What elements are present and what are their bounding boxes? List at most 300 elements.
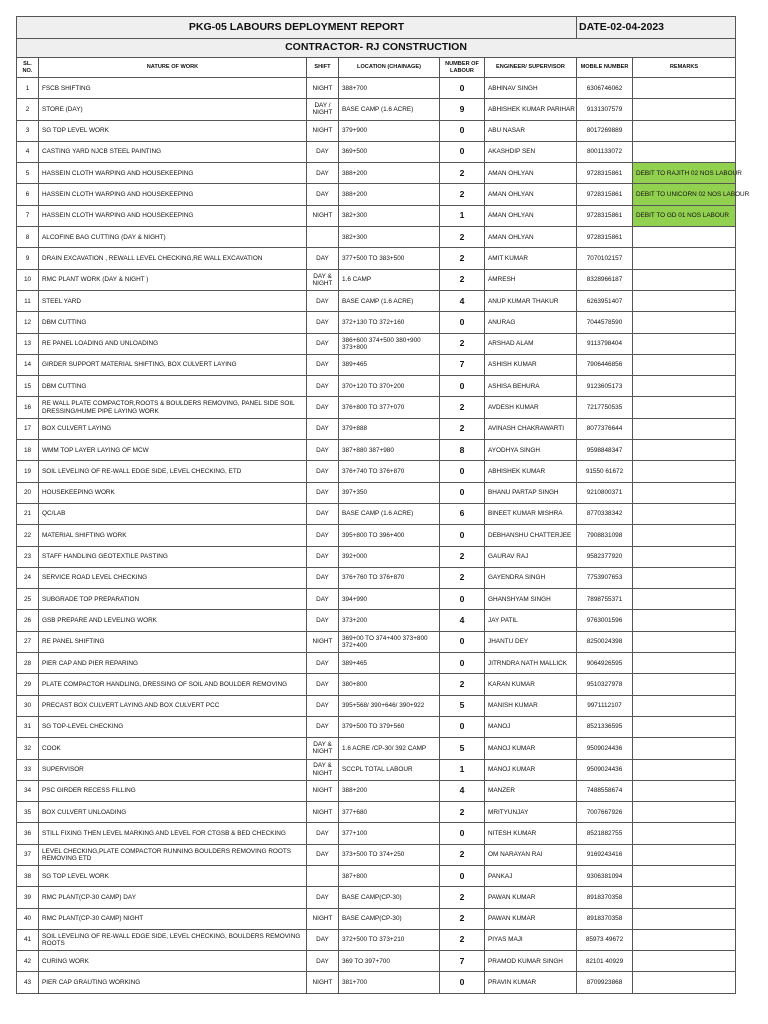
sl-no-cell: 38 [17, 865, 39, 886]
remarks-cell [633, 141, 736, 162]
title-row [17, 17, 736, 39]
labour-count-cell: 5 [440, 695, 485, 716]
location-cell: 386+600 374+500 380+900 373+800 [339, 333, 440, 354]
nature-of-work-cell: PRECAST BOX CULVERT LAYING AND BOX CULVERT PCC [39, 695, 307, 716]
nature-of-work-cell: CURING WORK [39, 951, 307, 972]
report-date: DATE-02-04-2023 [577, 17, 736, 39]
header-location: LOCATION (CHAINAGE) [339, 58, 440, 78]
remarks-cell: DEBIT TO UNICORN 02 NOS LABOUR [633, 184, 736, 205]
labour-count-cell: 4 [440, 780, 485, 801]
shift-cell [307, 227, 339, 248]
shift-cell: DAY [307, 397, 339, 418]
shift-cell: DAY [307, 461, 339, 482]
engineer-cell: ANURAG [485, 312, 577, 333]
nature-of-work-cell: ALCOFINE BAG CUTTING (DAY & NIGHT) [39, 227, 307, 248]
engineer-cell: GAYENDRA SINGH [485, 567, 577, 588]
mobile-number-cell: 9064926595 [577, 653, 633, 674]
sl-no-cell: 6 [17, 184, 39, 205]
labour-report-sheet [16, 16, 750, 994]
table-row [17, 631, 736, 652]
engineer-cell: ABHISHEK KUMAR PARIHAR [485, 99, 577, 120]
labour-count-cell: 0 [440, 823, 485, 844]
shift-cell: DAY [307, 163, 339, 184]
sl-no-cell: 20 [17, 482, 39, 503]
table-row [17, 163, 736, 184]
shift-cell: DAY [307, 418, 339, 439]
location-cell: BASE CAMP (1.6 ACRE) [339, 503, 440, 524]
mobile-number-cell: 8017269889 [577, 120, 633, 141]
table-row [17, 376, 736, 397]
mobile-number-cell: 9509024436 [577, 738, 633, 759]
nature-of-work-cell: SUBGRADE TOP PREPARATION [39, 589, 307, 610]
labour-count-cell: 0 [440, 865, 485, 886]
remarks-cell [633, 99, 736, 120]
nature-of-work-cell: STORE (DAY) [39, 99, 307, 120]
table-row [17, 887, 736, 908]
location-cell: 388+200 [339, 184, 440, 205]
engineer-cell: BHANU PARTAP SINGH [485, 482, 577, 503]
shift-cell: DAY [307, 887, 339, 908]
engineer-cell: GAURAV RAJ [485, 546, 577, 567]
table-row [17, 823, 736, 844]
remarks-cell [633, 865, 736, 886]
table-row [17, 141, 736, 162]
table-row [17, 248, 736, 269]
header-nature-of-work: NATURE OF WORK [39, 58, 307, 78]
mobile-number-cell: 9306381094 [577, 865, 633, 886]
engineer-cell: JHANTU DEY [485, 631, 577, 652]
engineer-cell: JITRNDRA NATH MALLICK [485, 653, 577, 674]
table-row [17, 844, 736, 865]
engineer-cell: MANOJ [485, 716, 577, 737]
sl-no-cell: 15 [17, 376, 39, 397]
table-row [17, 184, 736, 205]
remarks-cell [633, 227, 736, 248]
shift-cell: DAY [307, 354, 339, 375]
engineer-cell: AMIT KUMAR [485, 248, 577, 269]
location-cell: BASE CAMP(CP-30) [339, 887, 440, 908]
nature-of-work-cell: FSCB SHIFTING [39, 78, 307, 99]
header-sl-no: SL. NO. [17, 58, 39, 78]
sl-no-cell: 26 [17, 610, 39, 631]
shift-cell: DAY [307, 589, 339, 610]
remarks-cell [633, 525, 736, 546]
remarks-cell [633, 461, 736, 482]
engineer-cell: ARSHAD ALAM [485, 333, 577, 354]
remarks-cell [633, 738, 736, 759]
contractor-row [17, 39, 736, 58]
shift-cell: NIGHT [307, 205, 339, 226]
table-row [17, 951, 736, 972]
table-row [17, 525, 736, 546]
location-cell: 388+700 [339, 78, 440, 99]
sl-no-cell: 8 [17, 227, 39, 248]
labour-count-cell: 2 [440, 184, 485, 205]
location-cell: 373+200 [339, 610, 440, 631]
remarks-cell [633, 802, 736, 823]
mobile-number-cell: 9510327978 [577, 674, 633, 695]
sl-no-cell: 33 [17, 759, 39, 780]
table-row [17, 802, 736, 823]
mobile-number-cell: 9113798404 [577, 333, 633, 354]
sl-no-cell: 32 [17, 738, 39, 759]
nature-of-work-cell: LEVEL CHECKING,PLATE COMPACTOR RUNNING BOULDERS REMOVING ROOTS REMOVING ETD [39, 844, 307, 865]
labour-count-cell: 0 [440, 716, 485, 737]
engineer-cell: PRAMOD KUMAR SINGH [485, 951, 577, 972]
table-row [17, 674, 736, 695]
engineer-cell: AMAN OHLYAN [485, 184, 577, 205]
shift-cell: DAY [307, 823, 339, 844]
labour-count-cell: 2 [440, 397, 485, 418]
labour-count-cell: 9 [440, 99, 485, 120]
engineer-cell: KARAN KUMAR [485, 674, 577, 695]
location-cell: 372+500 TO 373+210 [339, 929, 440, 950]
mobile-number-cell: 9210800371 [577, 482, 633, 503]
labour-count-cell: 2 [440, 418, 485, 439]
mobile-number-cell: 7007667926 [577, 802, 633, 823]
labour-count-cell: 0 [440, 631, 485, 652]
mobile-number-cell: 8521336595 [577, 716, 633, 737]
location-cell: 1.6 CAMP [339, 269, 440, 290]
sl-no-cell: 13 [17, 333, 39, 354]
mobile-number-cell: 7908831098 [577, 525, 633, 546]
table-row [17, 397, 736, 418]
sl-no-cell: 5 [17, 163, 39, 184]
engineer-cell: AMAN OHLYAN [485, 205, 577, 226]
table-row [17, 716, 736, 737]
header-mobile: MOBILE NUMBER [577, 58, 633, 78]
shift-cell: DAY [307, 695, 339, 716]
sl-no-cell: 22 [17, 525, 39, 546]
labour-count-cell: 0 [440, 461, 485, 482]
nature-of-work-cell: RE PANEL LOADING AND UNLOADING [39, 333, 307, 354]
table-row [17, 78, 736, 99]
labour-count-cell: 2 [440, 844, 485, 865]
mobile-number-cell: 9763001596 [577, 610, 633, 631]
engineer-cell: ABHINAV SINGH [485, 78, 577, 99]
sl-no-cell: 43 [17, 972, 39, 993]
header-remarks: REMARKS [633, 58, 736, 78]
header-number-of-labour: NUMBER OF LABOUR [440, 58, 485, 78]
location-cell: 389+465 [339, 354, 440, 375]
nature-of-work-cell: SG TOP LEVEL WORK [39, 865, 307, 886]
remarks-cell [633, 503, 736, 524]
engineer-cell: PANKAJ [485, 865, 577, 886]
shift-cell: DAY [307, 929, 339, 950]
mobile-number-cell: 9598848347 [577, 440, 633, 461]
location-cell: 381+700 [339, 972, 440, 993]
mobile-number-cell: 8918370358 [577, 887, 633, 908]
location-cell: 379+888 [339, 418, 440, 439]
shift-cell: DAY [307, 567, 339, 588]
remarks-cell: DEBIT TO RAJITH 02 NOS LABOUR [633, 163, 736, 184]
mobile-number-cell: 6306746062 [577, 78, 633, 99]
sl-no-cell: 30 [17, 695, 39, 716]
labour-count-cell: 0 [440, 376, 485, 397]
table-row [17, 503, 736, 524]
nature-of-work-cell: RMC PLANT(CP-30 CAMP) NIGHT [39, 908, 307, 929]
shift-cell: NIGHT [307, 972, 339, 993]
table-row [17, 312, 736, 333]
table-row [17, 120, 736, 141]
mobile-number-cell: 9728315861 [577, 184, 633, 205]
table-row [17, 738, 736, 759]
engineer-cell: BINEET KUMAR MISHRA [485, 503, 577, 524]
sl-no-cell: 28 [17, 653, 39, 674]
sl-no-cell: 24 [17, 567, 39, 588]
sl-no-cell: 36 [17, 823, 39, 844]
location-cell: 382+300 [339, 205, 440, 226]
sl-no-cell: 18 [17, 440, 39, 461]
sl-no-cell: 3 [17, 120, 39, 141]
nature-of-work-cell: SG TOP LEVEL WORK [39, 120, 307, 141]
remarks-cell [633, 631, 736, 652]
remarks-cell [633, 418, 736, 439]
location-cell: 379+500 TO 379+560 [339, 716, 440, 737]
location-cell: SCCPL TOTAL LABOUR [339, 759, 440, 780]
location-cell: 388+200 [339, 163, 440, 184]
labour-count-cell: 2 [440, 269, 485, 290]
shift-cell: DAY [307, 184, 339, 205]
shift-cell: NIGHT [307, 631, 339, 652]
labour-count-cell: 0 [440, 312, 485, 333]
location-cell: 389+465 [339, 653, 440, 674]
remarks-cell [633, 248, 736, 269]
mobile-number-cell: 7906446856 [577, 354, 633, 375]
engineer-cell: JAY PATIL [485, 610, 577, 631]
nature-of-work-cell: BOX CULVERT LAYING [39, 418, 307, 439]
table-row [17, 865, 736, 886]
header-shift: SHIFT [307, 58, 339, 78]
labour-count-cell: 2 [440, 802, 485, 823]
labour-count-cell: 5 [440, 738, 485, 759]
mobile-number-cell: 8250024398 [577, 631, 633, 652]
labour-count-cell: 0 [440, 525, 485, 546]
nature-of-work-cell: GIRDER SUPPORT MATERIAL SHIFTING, BOX CULVERT LAYING [39, 354, 307, 375]
location-cell: 1.6 ACRE /CP-30/ 392 CAMP [339, 738, 440, 759]
shift-cell: DAY [307, 248, 339, 269]
mobile-number-cell: 7070102157 [577, 248, 633, 269]
shift-cell: DAY [307, 653, 339, 674]
engineer-cell: NITESH KUMAR [485, 823, 577, 844]
nature-of-work-cell: RE PANEL SHIFTING [39, 631, 307, 652]
sl-no-cell: 39 [17, 887, 39, 908]
mobile-number-cell: 8001133072 [577, 141, 633, 162]
location-cell: 369+00 TO 374+400 373+800 372+400 [339, 631, 440, 652]
shift-cell [307, 865, 339, 886]
table-row [17, 440, 736, 461]
shift-cell: NIGHT [307, 908, 339, 929]
mobile-number-cell: 85973 49672 [577, 929, 633, 950]
sl-no-cell: 40 [17, 908, 39, 929]
sl-no-cell: 9 [17, 248, 39, 269]
nature-of-work-cell: PIER CAP GRAUTING WORKING [39, 972, 307, 993]
shift-cell: DAY [307, 674, 339, 695]
remarks-cell [633, 823, 736, 844]
mobile-number-cell: 9728315861 [577, 163, 633, 184]
remarks-cell [633, 354, 736, 375]
shift-cell: DAY [307, 503, 339, 524]
engineer-cell: DEBHANSHU CHATTERJEE [485, 525, 577, 546]
labour-count-cell: 1 [440, 759, 485, 780]
shift-cell: NIGHT [307, 802, 339, 823]
remarks-cell [633, 333, 736, 354]
remarks-cell [633, 120, 736, 141]
labour-count-cell: 7 [440, 951, 485, 972]
nature-of-work-cell: QC/LAB [39, 503, 307, 524]
shift-cell: DAY / NIGHT [307, 99, 339, 120]
shift-cell: NIGHT [307, 120, 339, 141]
labour-count-cell: 7 [440, 354, 485, 375]
shift-cell: DAY [307, 844, 339, 865]
table-row [17, 610, 736, 631]
sl-no-cell: 14 [17, 354, 39, 375]
table-row [17, 695, 736, 716]
engineer-cell: ABU NASAR [485, 120, 577, 141]
mobile-number-cell: 9131307579 [577, 99, 633, 120]
mobile-number-cell: 6263951407 [577, 290, 633, 311]
mobile-number-cell: 9728315861 [577, 227, 633, 248]
table-row [17, 227, 736, 248]
location-cell: 387+880 387+980 [339, 440, 440, 461]
remarks-cell [633, 567, 736, 588]
location-cell: 377+680 [339, 802, 440, 823]
location-cell: BASE CAMP(CP-30) [339, 908, 440, 929]
sl-no-cell: 2 [17, 99, 39, 120]
remarks-cell [633, 376, 736, 397]
table-row [17, 780, 736, 801]
remarks-cell [633, 972, 736, 993]
shift-cell: DAY [307, 312, 339, 333]
nature-of-work-cell: STAFF HANDLING GEOTEXTILE PASTING [39, 546, 307, 567]
mobile-number-cell: 82101 40929 [577, 951, 633, 972]
nature-of-work-cell: HOUSEKEEPING WORK [39, 482, 307, 503]
nature-of-work-cell: COOK [39, 738, 307, 759]
labour-deployment-table [16, 16, 750, 994]
shift-cell: NIGHT [307, 78, 339, 99]
engineer-cell: AVDESH KUMAR [485, 397, 577, 418]
location-cell: 373+500 TO 374+250 [339, 844, 440, 865]
remarks-cell [633, 440, 736, 461]
location-cell: 397+350 [339, 482, 440, 503]
mobile-number-cell: 7898755371 [577, 589, 633, 610]
labour-count-cell: 0 [440, 78, 485, 99]
nature-of-work-cell: SG TOP-LEVEL CHECKING [39, 716, 307, 737]
table-row [17, 759, 736, 780]
nature-of-work-cell: HASSEIN CLOTH WARPING AND HOUSEKEEPING [39, 184, 307, 205]
sl-no-cell: 37 [17, 844, 39, 865]
labour-count-cell: 8 [440, 440, 485, 461]
shift-cell: DAY [307, 333, 339, 354]
shift-cell: DAY [307, 610, 339, 631]
location-cell: BASE CAMP (1.6 ACRE) [339, 99, 440, 120]
shift-cell: DAY [307, 951, 339, 972]
mobile-number-cell: 9169243416 [577, 844, 633, 865]
location-cell: 377+100 [339, 823, 440, 844]
shift-cell: DAY [307, 290, 339, 311]
sl-no-cell: 25 [17, 589, 39, 610]
labour-count-cell: 2 [440, 929, 485, 950]
remarks-cell [633, 780, 736, 801]
nature-of-work-cell: RE WALL PLATE COMPACTOR,ROOTS & BOULDERS REMOVING, PANEL SIDE SOIL DRESSING/HUME PIPE LAYING WORK [39, 397, 307, 418]
nature-of-work-cell: GSB PREPARE AND LEVELING WORK [39, 610, 307, 631]
location-cell: 395+568/ 390+646/ 390+922 [339, 695, 440, 716]
sl-no-cell: 12 [17, 312, 39, 333]
location-cell: 369 TO 397+700 [339, 951, 440, 972]
engineer-cell: ANUP KUMAR THAKUR [485, 290, 577, 311]
nature-of-work-cell: SERVICE ROAD LEVEL CHECKING [39, 567, 307, 588]
engineer-cell: MANISH KUMAR [485, 695, 577, 716]
remarks-cell [633, 653, 736, 674]
shift-cell: DAY & NIGHT [307, 738, 339, 759]
labour-count-cell: 2 [440, 908, 485, 929]
table-row [17, 589, 736, 610]
mobile-number-cell: 7217750535 [577, 397, 633, 418]
location-cell: 388+200 [339, 780, 440, 801]
table-row [17, 205, 736, 226]
location-cell: 376+800 TO 377+070 [339, 397, 440, 418]
engineer-cell: AMAN OHLYAN [485, 163, 577, 184]
location-cell: BASE CAMP (1.6 ACRE) [339, 290, 440, 311]
remarks-cell [633, 482, 736, 503]
shift-cell: DAY [307, 141, 339, 162]
nature-of-work-cell: CASTING YARD NJCB STEEL PAINTING [39, 141, 307, 162]
nature-of-work-cell: DBM CUTTING [39, 376, 307, 397]
sl-no-cell: 11 [17, 290, 39, 311]
remarks-cell [633, 908, 736, 929]
remarks-cell [633, 844, 736, 865]
mobile-number-cell: 8770338342 [577, 503, 633, 524]
shift-cell: DAY [307, 716, 339, 737]
mobile-number-cell: 8521882755 [577, 823, 633, 844]
labour-count-cell: 2 [440, 333, 485, 354]
header-engineer: ENGINEER/ SUPERVISOR [485, 58, 577, 78]
labour-count-cell: 0 [440, 589, 485, 610]
mobile-number-cell: 7753907653 [577, 567, 633, 588]
engineer-cell: AMRESH [485, 269, 577, 290]
engineer-cell: PRAVIN KUMAR [485, 972, 577, 993]
table-row [17, 908, 736, 929]
engineer-cell: PAWAN KUMAR [485, 908, 577, 929]
nature-of-work-cell: SOIL LEVELING OF RE-WALL EDGE SIDE, LEVEL CHECKING, BOULDERS REMOVING ROOTS [39, 929, 307, 950]
remarks-cell [633, 610, 736, 631]
engineer-cell: MANOJ KUMAR [485, 738, 577, 759]
mobile-number-cell: 7488558674 [577, 780, 633, 801]
sl-no-cell: 41 [17, 929, 39, 950]
labour-count-cell: 2 [440, 248, 485, 269]
sl-no-cell: 1 [17, 78, 39, 99]
sl-no-cell: 17 [17, 418, 39, 439]
remarks-cell [633, 951, 736, 972]
engineer-cell: ABHISHEK KUMAR [485, 461, 577, 482]
location-cell: 387+800 [339, 865, 440, 886]
table-row [17, 482, 736, 503]
table-row [17, 333, 736, 354]
shift-cell: DAY [307, 440, 339, 461]
engineer-cell: AMAN OHLYAN [485, 227, 577, 248]
shift-cell: DAY & NIGHT [307, 269, 339, 290]
table-row [17, 269, 736, 290]
engineer-cell: ASHISH KUMAR [485, 354, 577, 375]
location-cell: 372+130 TO 372+160 [339, 312, 440, 333]
remarks-cell [633, 695, 736, 716]
nature-of-work-cell: STEEL YARD [39, 290, 307, 311]
mobile-number-cell: 9971112107 [577, 695, 633, 716]
location-cell: 377+500 TO 383+500 [339, 248, 440, 269]
remarks-cell [633, 887, 736, 908]
table-row [17, 567, 736, 588]
location-cell: 395+800 TO 396+400 [339, 525, 440, 546]
